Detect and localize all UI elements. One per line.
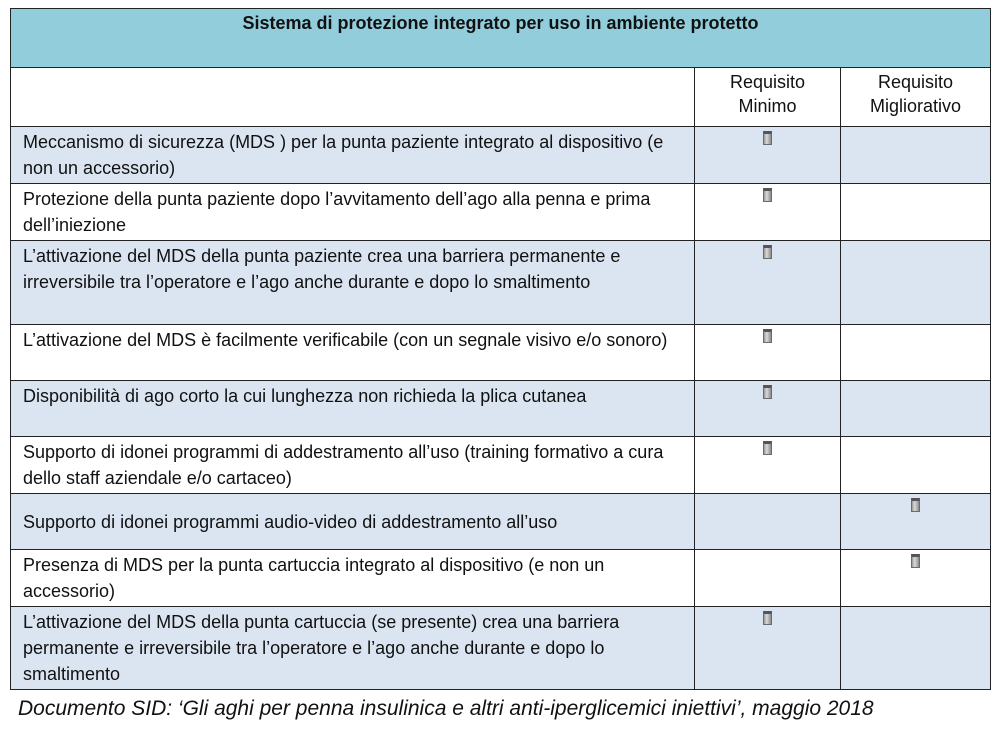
check-mark-icon <box>911 554 920 568</box>
table-row <box>11 550 991 607</box>
check-mark-icon <box>763 131 772 145</box>
row-description: Disponibilità di ago corto la cui lunghezza non richieda la plica cutanea <box>11 381 695 437</box>
migliorativo-cell <box>841 437 991 494</box>
minimo-cell <box>695 381 841 437</box>
migliorativo-cell <box>841 127 991 184</box>
table-row <box>11 127 991 184</box>
table-row <box>11 607 991 690</box>
check-mark-icon <box>763 611 772 625</box>
migliorativo-cell <box>841 184 991 241</box>
table-row <box>11 241 991 325</box>
row-description: Protezione della punta paziente dopo l’avvitamento dell’ago alla penna e prima dell’iniezione <box>11 184 695 241</box>
check-mark-icon <box>763 329 772 343</box>
table-title: Sistema di protezione integrato per uso in ambiente protetto <box>11 9 991 68</box>
header-migliorativo-label: Requisito Migliorativo <box>870 72 962 116</box>
row-description: Meccanismo di sicurezza (MDS ) per la punta paziente integrato al dispositivo (e non un accessorio) <box>11 127 695 184</box>
table-row <box>11 437 991 494</box>
row-description: Supporto di idonei programmi di addestramento all’uso (training formativo a cura dello staff aziendale e/o cartaceo) <box>11 437 695 494</box>
minimo-cell <box>695 325 841 381</box>
table-row <box>11 494 991 550</box>
table-row <box>11 381 991 437</box>
check-mark-icon <box>763 245 772 259</box>
row-description: Presenza di MDS per la punta cartuccia integrato al dispositivo (e non un accessorio) <box>11 550 695 607</box>
minimo-cell <box>695 127 841 184</box>
table-row <box>11 184 991 241</box>
migliorativo-cell <box>841 241 991 325</box>
minimo-cell <box>695 494 841 550</box>
requirements-table-wrapper <box>10 8 990 690</box>
row-description: L’attivazione del MDS della punta paziente crea una barriera permanente e irreversibile tra l’operatore e l’ago anche durante e dopo lo smaltimento <box>11 241 695 325</box>
source-caption: Documento SID: ‘Gli aghi per penna insulinica e altri anti-iperglicemici iniettivi’, maggio 2018 <box>18 697 874 720</box>
migliorativo-cell <box>841 607 991 690</box>
requirements-table <box>10 8 991 690</box>
row-description: L’attivazione del MDS è facilmente verificabile (con un segnale visivo e/o sonoro) <box>11 325 695 381</box>
minimo-cell <box>695 437 841 494</box>
header-requisito-migliorativo <box>841 68 991 127</box>
migliorativo-cell <box>841 325 991 381</box>
minimo-cell <box>695 241 841 325</box>
check-mark-icon <box>763 385 772 399</box>
minimo-cell <box>695 607 841 690</box>
header-requisito-minimo <box>695 68 841 127</box>
migliorativo-cell <box>841 381 991 437</box>
check-mark-icon <box>763 441 772 455</box>
check-mark-icon <box>763 188 772 202</box>
minimo-cell <box>695 184 841 241</box>
minimo-cell <box>695 550 841 607</box>
row-description: L’attivazione del MDS della punta cartuccia (se presente) crea una barriera permanente e irreversibile tra l’operatore e l’ago anche durante e dopo lo smaltimento <box>11 607 695 690</box>
row-description: Supporto di idonei programmi audio-video di addestramento all’uso <box>11 494 695 550</box>
header-minimo-label: Requisito Minimo <box>729 72 806 116</box>
check-mark-icon <box>911 498 920 512</box>
header-empty-cell <box>11 68 695 127</box>
migliorativo-cell <box>841 550 991 607</box>
migliorativo-cell <box>841 494 991 550</box>
table-row <box>11 325 991 381</box>
